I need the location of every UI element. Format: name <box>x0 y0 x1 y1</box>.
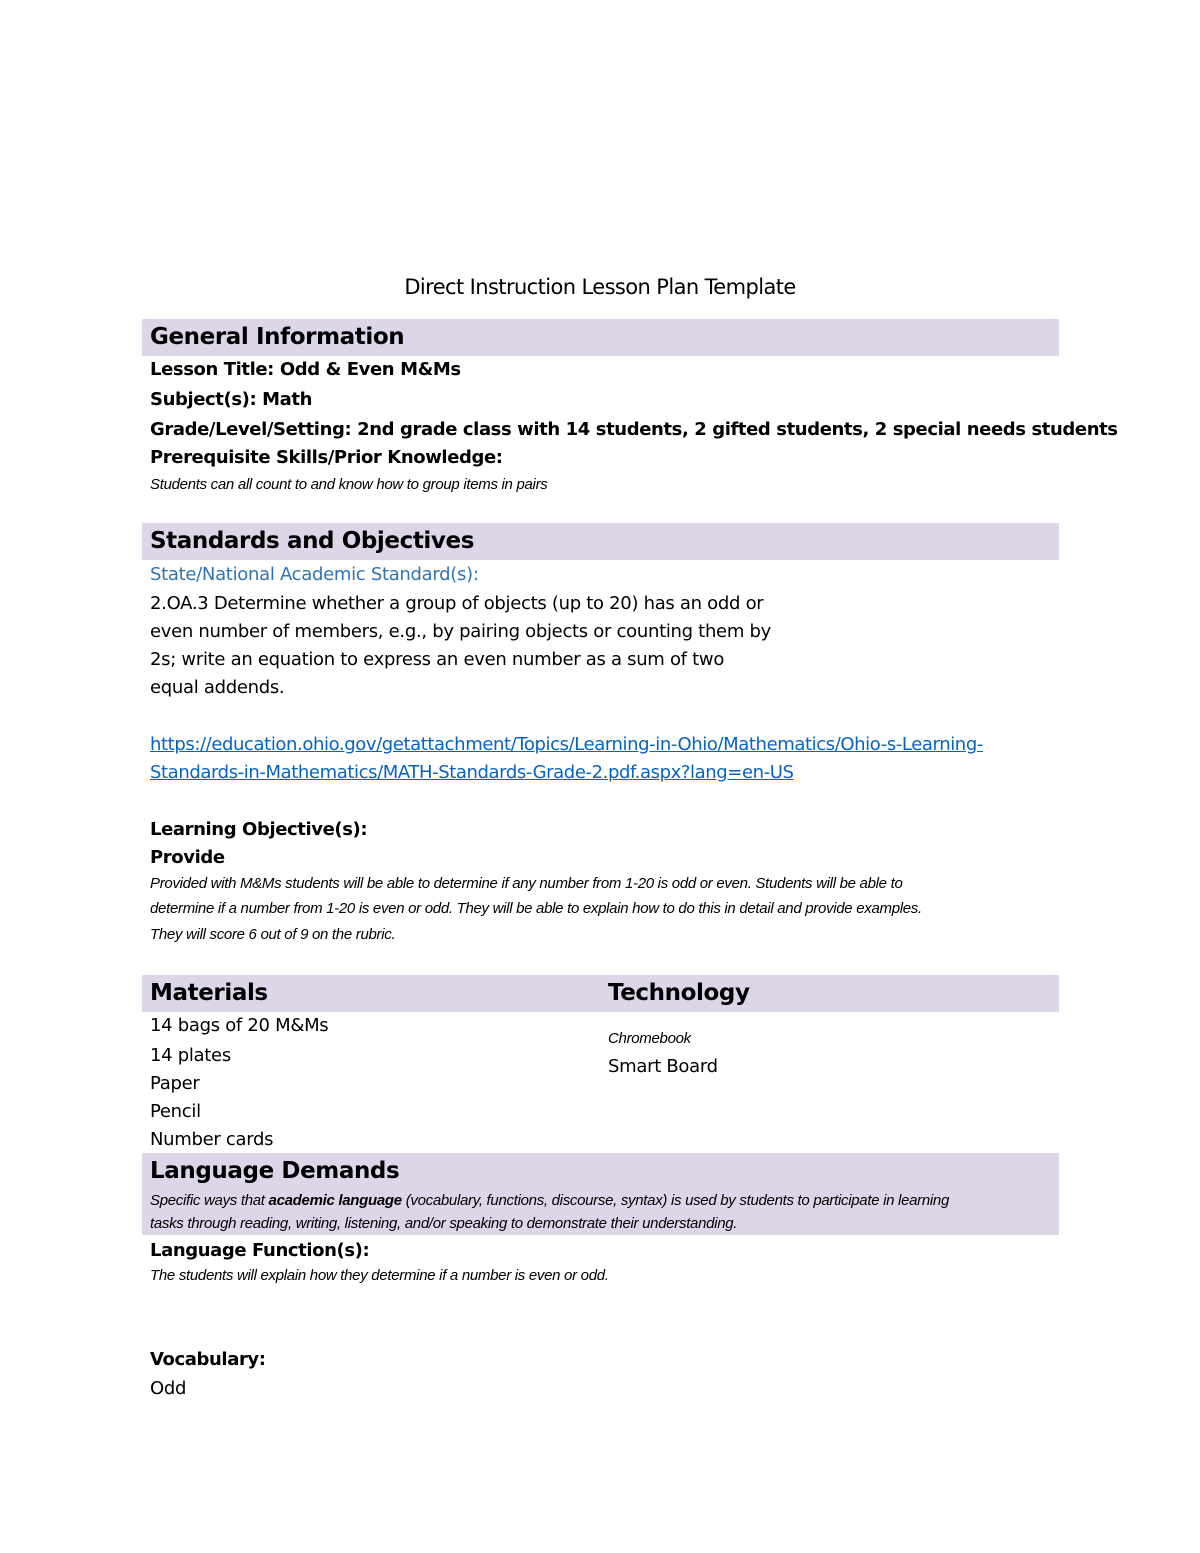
standard-line: 2.OA.3 Determine whether a group of objects (up to 20) has an odd or <box>150 593 764 614</box>
general-information-header: General Information <box>150 324 405 350</box>
standard-line: 2s; write an equation to express an even number as a sum of two <box>150 649 725 670</box>
technology-item: Smart Board <box>608 1056 718 1077</box>
material-item: 14 bags of 20 M&Ms <box>150 1015 329 1036</box>
standard-line: even number of members, e.g., by pairing objects or counting them by <box>150 621 771 642</box>
standard-label: State/National Academic Standard(s): <box>150 564 479 585</box>
standards-link[interactable]: https://education.ohio.gov/getattachment/Topics/Learning-in-Ohio/Mathematics/Ohio-s-Learning- <box>150 734 983 755</box>
language-demands-description: Specific ways that academic language (vocabulary, functions, discourse, syntax) is used by students to participate in learning <box>150 1192 950 1209</box>
materials-technology-header-bar <box>142 975 1059 1012</box>
objective-line: They will score 6 out of 9 on the rubric. <box>150 926 396 943</box>
lesson-title: Lesson Title: Odd & Even M&Ms <box>150 359 461 380</box>
subjects: Subject(s): Math <box>150 389 313 410</box>
objective-line: determine if a number from 1-20 is even or odd. They will be able to explain how to do this in detail and provide examples. <box>150 900 922 917</box>
prerequisite-text: Students can all count to and know how to group items in pairs <box>150 476 548 493</box>
learning-objective-label: Learning Objective(s): <box>150 819 368 840</box>
materials-header: Materials <box>150 980 268 1006</box>
vocabulary-label: Vocabulary: <box>150 1349 266 1370</box>
standards-header: Standards and Objectives <box>150 528 475 554</box>
objective-line: Provided with M&Ms students will be able to determine if any number from 1-20 is odd or even. Students will be able to <box>150 875 903 892</box>
material-item: 14 plates <box>150 1045 231 1066</box>
standard-line: equal addends. <box>150 677 285 698</box>
material-item: Pencil <box>150 1101 201 1122</box>
vocabulary-item: Odd <box>150 1378 187 1399</box>
language-demands-description-line2: tasks through reading, writing, listening, and/or speaking to demonstrate their understanding. <box>150 1215 738 1232</box>
technology-item: Chromebook <box>608 1030 691 1047</box>
provide-label: Provide <box>150 847 225 868</box>
language-function-label: Language Function(s): <box>150 1240 370 1261</box>
prerequisite-label: Prerequisite Skills/Prior Knowledge: <box>150 447 503 468</box>
document-title: Direct Instruction Lesson Plan Template <box>404 275 796 299</box>
language-function-text: The students will explain how they determine if a number is even or odd. <box>150 1267 609 1284</box>
standards-link[interactable]: Standards-in-Mathematics/MATH-Standards-Grade-2.pdf.aspx?lang=en-US <box>150 762 794 783</box>
technology-header: Technology <box>608 980 750 1006</box>
grade-level-setting: Grade/Level/Setting: 2nd grade class with 14 students, 2 gifted students, 2 special needs students <box>150 419 1118 440</box>
material-item: Paper <box>150 1073 200 1094</box>
material-item: Number cards <box>150 1129 274 1150</box>
language-demands-header: Language Demands <box>150 1158 400 1184</box>
